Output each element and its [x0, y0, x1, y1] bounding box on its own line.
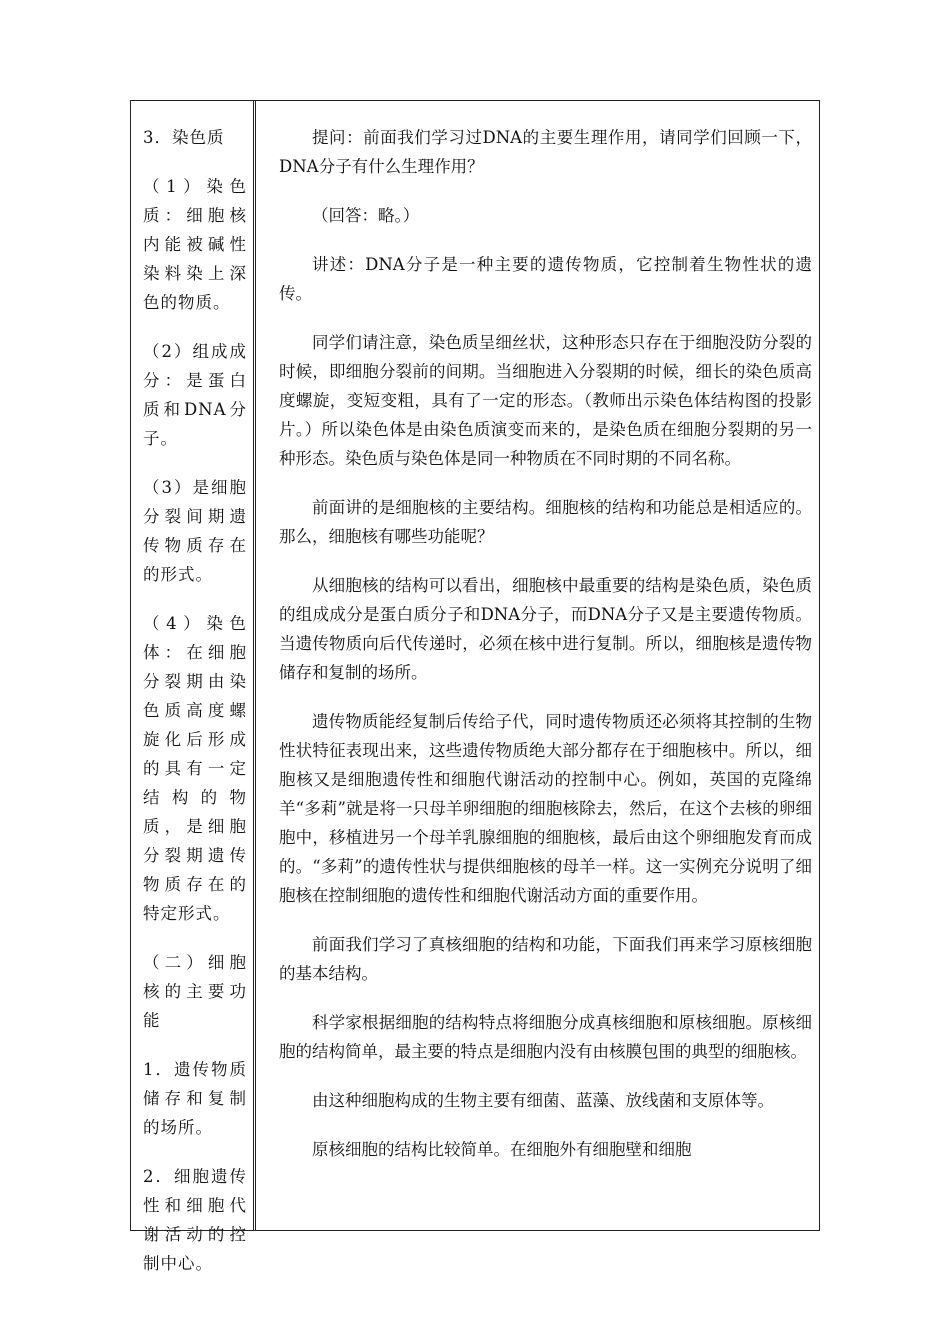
- right-paragraph: 前面讲的是细胞核的主要结构。细胞核的结构和功能总是相适应的。那么，细胞核有哪些功能呢？: [279, 498, 812, 546]
- left-paragraph: （1）染色质：细胞核内能被碱性染料染上深色的物质。: [143, 177, 247, 312]
- left-paragraph: 3．染色质: [143, 128, 225, 147]
- right-paragraph: 遗传物质能经复制后传给子代，同时遗传物质还必须将其控制的生物性状特征表现出来，这些遗传物质绝大部分都存在于细胞核中。所以，细胞核又是细胞遗传性和细胞代谢活动的控制中心。例如，英国的克隆绵羊“多莉”就是将一只母羊卵细胞的细胞核除去，然后，在这个去核的卵细胞中，移植进另一个母羊乳腺细胞的细胞核，最后由这个卵细胞发育而成的。“多莉”的遗传性状与提供细胞核的母羊一样。这一实例充分说明了细胞核在控制细胞的遗传性和细胞代谢活动方面的重要作用。: [279, 712, 812, 905]
- left-paragraph: 1．遗传物质储存和复制的场所。: [143, 1060, 247, 1137]
- right-paragraph: 讲述：DNA分子是一种主要的遗传物质，它控制着生物性状的遗传。: [279, 255, 812, 303]
- right-paragraph: 由这种细胞构成的生物主要有细菌、蓝藻、放线菌和支原体等。: [312, 1091, 774, 1110]
- right-paragraph: （回答：略。）: [312, 206, 420, 225]
- right-paragraph: 提问：前面我们学习过DNA的主要生理作用，请同学们回顾一下，DNA分子有什么生理作用？: [279, 128, 812, 176]
- left-paragraph: （3）是细胞分裂间期遗传物质存在的形式。: [143, 478, 247, 584]
- right-paragraph: 原核细胞的结构比较简单。在细胞外有细胞壁和细胞: [312, 1140, 692, 1159]
- left-paragraph: （2）组成成分：是蛋白质和DNA分子。: [143, 342, 247, 448]
- left-paragraph: 2．细胞遗传性和细胞代谢活动的控制中心。: [143, 1167, 247, 1273]
- right-paragraph: 前面我们学习了真核细胞的结构和功能，下面我们再来学习原核细胞的基本结构。: [279, 935, 812, 983]
- right-column: [279, 123, 812, 1184]
- left-column: [143, 123, 247, 1298]
- lesson-table: [130, 100, 820, 1273]
- column-divider: [253, 101, 256, 1230]
- right-paragraph: 科学家根据细胞的结构特点将细胞分成真核细胞和原核细胞。原核细胞的结构简单，最主要的特点是细胞内没有由核膜包围的典型的细胞核。: [279, 1013, 812, 1061]
- right-paragraph: 从细胞核的结构可以看出，细胞核中最重要的结构是染色质，染色质的组成成分是蛋白质分子和DNA分子，而DNA分子又是主要遗传物质。当遗传物质向后代传递时，必须在核中进行复制。所以，细胞核是遗传物储存和复制的场所。: [279, 576, 812, 682]
- left-paragraph: （二）细胞核的主要功能: [143, 953, 247, 1030]
- right-paragraph: 同学们请注意，染色质呈细丝状，这种形态只存在于细胞没防分裂的时候，即细胞分裂前的间期。当细胞进入分裂期的时候，细长的染色质高度螺旋，变短变粗，具有了一定的形态。（教师出示染色体结构图的投影片。）所以染色体是由染色质演变而来的，是染色质在细胞分裂期的另一种形态。染色质与染色体是同一种物质在不同时期的不同名称。: [279, 333, 812, 468]
- left-paragraph: （4）染色体：在细胞分裂期由染色质高度螺旋化后形成的具有一定结构的物质，是细胞分裂期遗传物质存在的特定形式。: [143, 614, 247, 923]
